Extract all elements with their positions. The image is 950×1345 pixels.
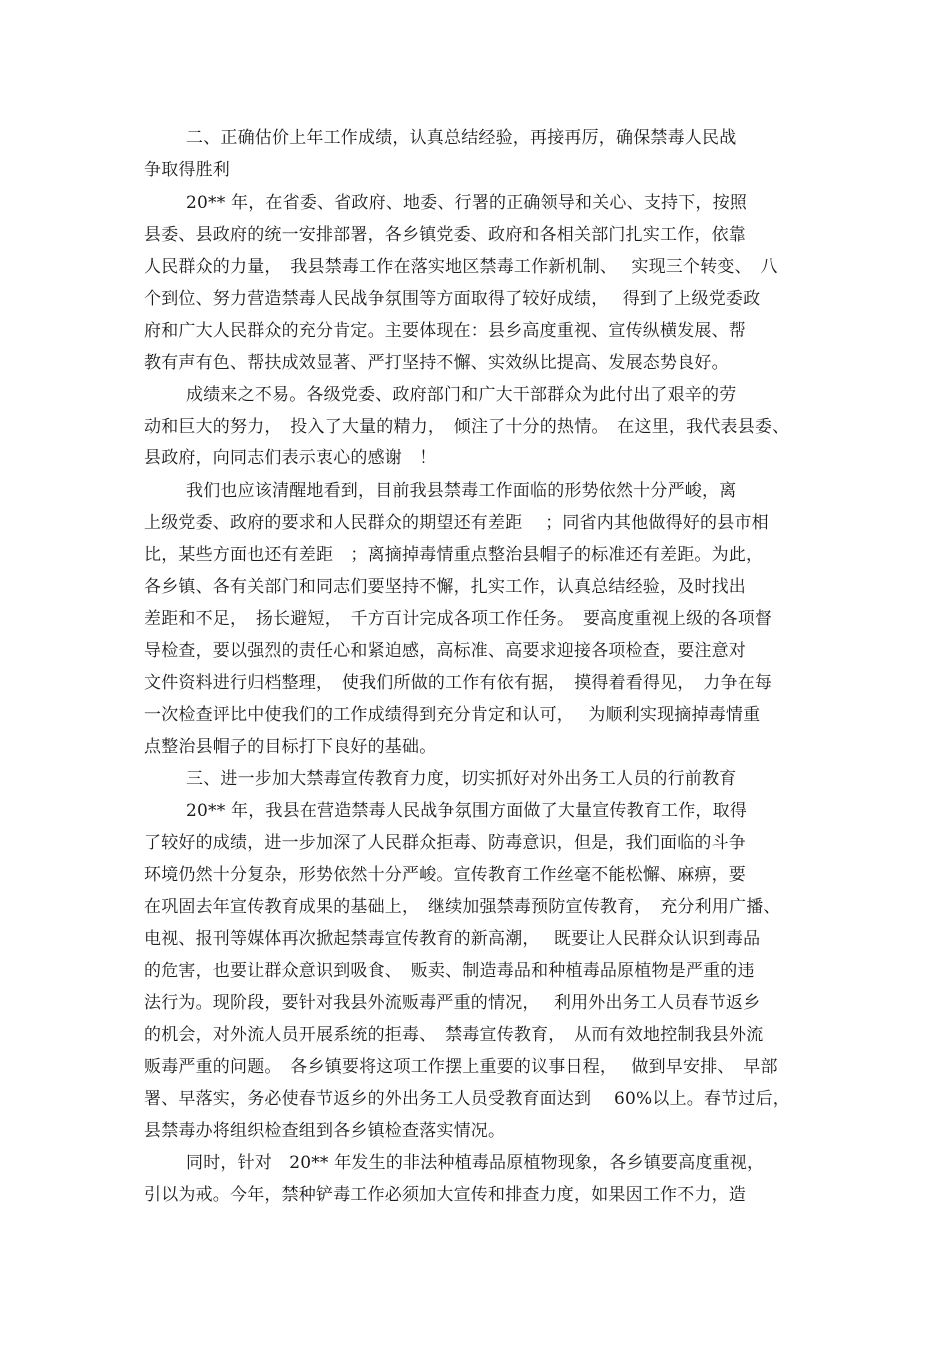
paragraph-line: 文件资料进行归档整理， 使我们所做的工作有依有据， 摸得着看得见， 力争在每 [144,673,773,693]
paragraph-first-line: 20** 年，我县在营造禁毒人民战争氛围方面做了大量宣传教育工作，取得 [186,801,748,821]
paragraph-line: 县政府，向同志们表示衷心的感谢 ！ [144,448,437,468]
paragraph-line: 县委、县政府的统一安排部署，各乡镇党委、政府和各相关部门扎实工作，依靠 [144,225,746,245]
paragraph-line: 在巩固去年宣传教育成果的基础上， 继续加强禁毒预防宣传教育， 充分利用广播、 [144,897,781,917]
paragraph-line: 电视、报刊等媒体再次掀起禁毒宣传教育的新高潮， 既要让人民群众认识到毒品 [144,929,761,949]
paragraph-line: 导检查，要以强烈的责任心和紧迫感，高标准、高要求迎接各项检查，要注意对 [144,641,746,661]
paragraph-first-line: 成绩来之不易。各级党委、政府部门和广大干部群众为此付出了艰辛的劳 [186,385,737,405]
paragraph-line: 的机会，对外流人员开展系统的拒毒、 禁毒宣传教育， 从而有效地控制我县外流 [144,1025,764,1045]
paragraph-first-line: 20** 年，在省委、省政府、地委、行署的正确领导和关心、支持下，按照 [186,193,748,213]
paragraph-line: 点整治县帽子的目标打下良好的基础。 [144,737,437,757]
paragraph-first-line: 三、进一步加大禁毒宣传教育力度，切实抓好对外出务工人员的行前教育 [186,769,737,789]
paragraph-line: 争取得胜利 [144,160,230,180]
paragraph-first-line: 同时，针对 20** 年发生的非法种植毒品原植物现象，各乡镇要高度重视， [186,1153,765,1173]
paragraph-line: 各乡镇、各有关部门和同志们要坚持不懈，扎实工作，认真总结经验，及时找出 [144,577,746,597]
paragraph-line: 法行为。现阶段，要针对我县外流贩毒严重的情况， 利用外出务工人员春节返乡 [144,993,761,1013]
paragraph-first-line: 我们也应该清醒地看到，目前我县禁毒工作面临的形势依然十分严峻，离 [186,481,737,501]
paragraph-line: 差距和不足， 扬长避短， 千方百计完成各项工作任务。 要高度重视上级的各项督 [144,609,773,629]
paragraph-line: 了较好的成绩，进一步加深了人民群众拒毒、防毒意识，但是，我们面临的斗争 [144,833,746,853]
paragraph-line: 上级党委、政府的要求和人民群众的期望还有差距 ；同省内其他做得好的县市相 [144,513,769,533]
paragraph-line: 县禁毒办将组织检查组到各乡镇检查落实情况。 [144,1121,506,1141]
paragraph-line: 教有声有色、帮扶成效显著、严打坚持不懈、实效纵比提高、发展态势良好。 [144,353,729,373]
paragraph-first-line: 二、正确估价上年工作成绩，认真总结经验，再接再厉，确保禁毒人民战 [186,128,737,148]
paragraph-line: 的危害，也要让群众意识到吸食、 贩卖、制造毒品和种植毒品原植物是严重的违 [144,961,755,981]
paragraph-line: 府和广大人民群众的充分肯定。主要体现在：县乡高度重视、宣传纵横发展、帮 [144,321,746,341]
paragraph-line: 动和巨大的努力， 投入了大量的精力， 倾注了十分的热情。 在这里，我代表县委、 [144,417,790,437]
paragraph-line: 署、早落实，务必使春节返乡的外出务工人员受教育面达到 60%以上。春节过后， [144,1089,790,1109]
paragraph-line: 个到位、努力营造禁毒人民战争氛围等方面取得了较好成绩， 得到了上级党委政 [144,289,761,309]
paragraph-line: 人民群众的力量， 我县禁毒工作在落实地区禁毒工作新机制、 实现三个转变、 八 [144,257,778,277]
paragraph-line: 环境仍然十分复杂，形势依然十分严峻。宣传教育工作丝毫不能松懈、麻痹，要 [144,865,746,885]
paragraph-line: 比，某些方面也还有差距 ；离摘掉毒情重点整治县帽子的标准还有差距。为此， [144,545,764,565]
paragraph-line: 一次检查评比中使我们的工作成绩得到充分肯定和认可， 为顺利实现摘掉毒情重 [144,705,761,725]
paragraph-line: 贩毒严重的问题。 各乡镇要将这项工作摆上重要的议事日程， 做到早安排、 早部 [144,1057,778,1077]
paragraph-line: 引以为戒。今年，禁种铲毒工作必须加大宣传和排查力度，如果因工作不力，造 [144,1185,746,1205]
